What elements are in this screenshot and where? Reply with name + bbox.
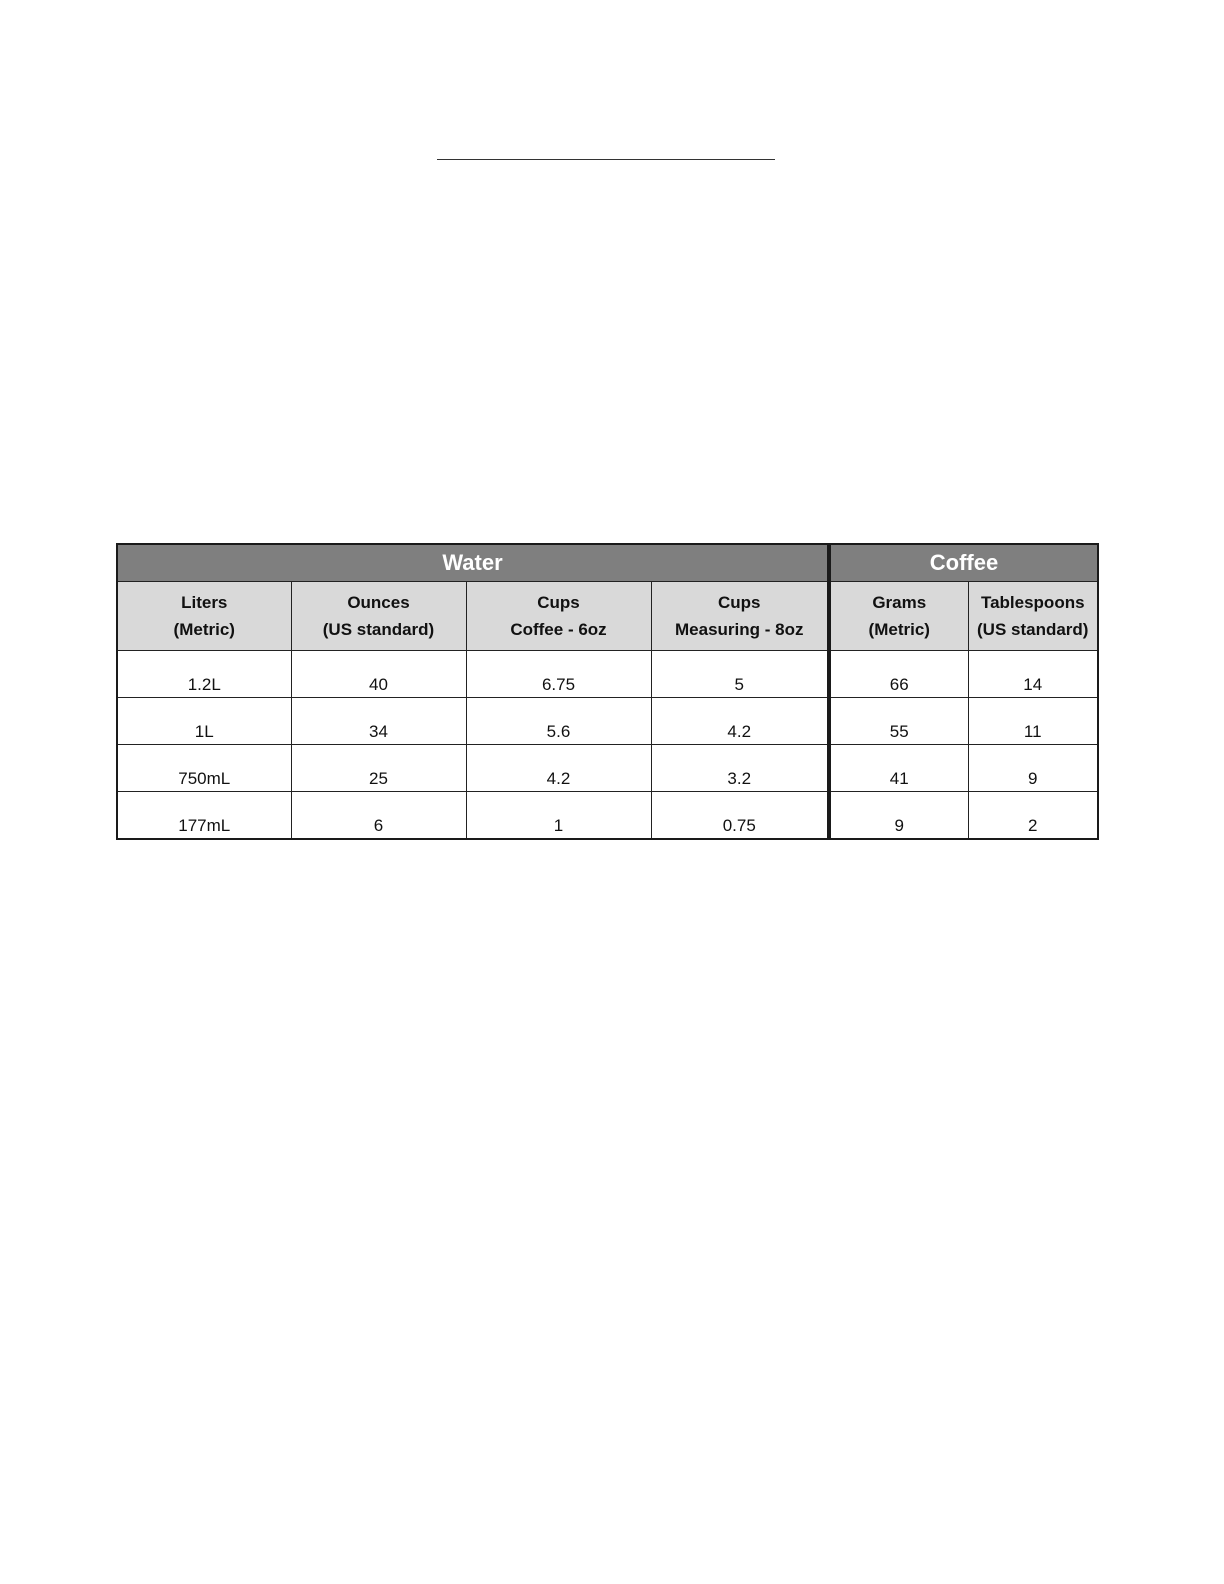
table-cell: 1 bbox=[466, 792, 651, 840]
table-row bbox=[117, 698, 1098, 745]
table-cell: 9 bbox=[968, 745, 1098, 792]
column-header-grams bbox=[829, 582, 968, 651]
column-header-line: (US standard) bbox=[322, 620, 435, 639]
table-cell: 3.2 bbox=[651, 745, 829, 792]
table-cell: 25 bbox=[291, 745, 466, 792]
column-header-line: (Metric) bbox=[868, 620, 930, 639]
group-header-coffee: Coffee bbox=[829, 544, 1098, 582]
table-cell: 2 bbox=[968, 792, 1098, 840]
table-cell: 1L bbox=[117, 698, 291, 745]
table-row bbox=[117, 651, 1098, 698]
column-header-tablespoons bbox=[968, 582, 1098, 651]
column-header-line: Cups bbox=[537, 593, 580, 612]
table-cell: 4.2 bbox=[651, 698, 829, 745]
table-cell: 6.75 bbox=[466, 651, 651, 698]
table-cell: 55 bbox=[829, 698, 968, 745]
table-cell: 750mL bbox=[117, 745, 291, 792]
table-cell: 5 bbox=[651, 651, 829, 698]
table-cell: 0.75 bbox=[651, 792, 829, 840]
column-header-line: Coffee - 6oz bbox=[510, 620, 607, 639]
column-header-line: Cups bbox=[718, 593, 761, 612]
table-row bbox=[117, 792, 1098, 840]
table-cell: 6 bbox=[291, 792, 466, 840]
column-header-cups-measuring bbox=[651, 582, 829, 651]
table-cell: 177mL bbox=[117, 792, 291, 840]
column-header-line: (Metric) bbox=[173, 620, 235, 639]
column-header-row bbox=[117, 582, 1098, 651]
title-underline bbox=[437, 159, 775, 160]
table-cell: 11 bbox=[968, 698, 1098, 745]
group-header-row bbox=[117, 544, 1098, 582]
column-header-cups-coffee bbox=[466, 582, 651, 651]
column-header-liters bbox=[117, 582, 291, 651]
table-cell: 9 bbox=[829, 792, 968, 840]
table-cell: 1.2L bbox=[117, 651, 291, 698]
group-header-water: Water bbox=[117, 544, 829, 582]
table-cell: 4.2 bbox=[466, 745, 651, 792]
column-header-line: Tablespoons bbox=[980, 593, 1085, 612]
table-cell: 34 bbox=[291, 698, 466, 745]
column-header-line: Measuring - 8oz bbox=[675, 620, 804, 639]
table-cell: 66 bbox=[829, 651, 968, 698]
coffee-water-conversion-table bbox=[116, 543, 1099, 840]
column-header-line: (US standard) bbox=[977, 620, 1089, 639]
column-header-line: Liters bbox=[181, 593, 228, 612]
table-row bbox=[117, 745, 1098, 792]
table-cell: 5.6 bbox=[466, 698, 651, 745]
column-header-line: Grams bbox=[872, 593, 927, 612]
table-cell: 14 bbox=[968, 651, 1098, 698]
column-header-line: Ounces bbox=[347, 593, 410, 612]
column-header-ounces bbox=[291, 582, 466, 651]
table-cell: 40 bbox=[291, 651, 466, 698]
table-cell: 41 bbox=[829, 745, 968, 792]
